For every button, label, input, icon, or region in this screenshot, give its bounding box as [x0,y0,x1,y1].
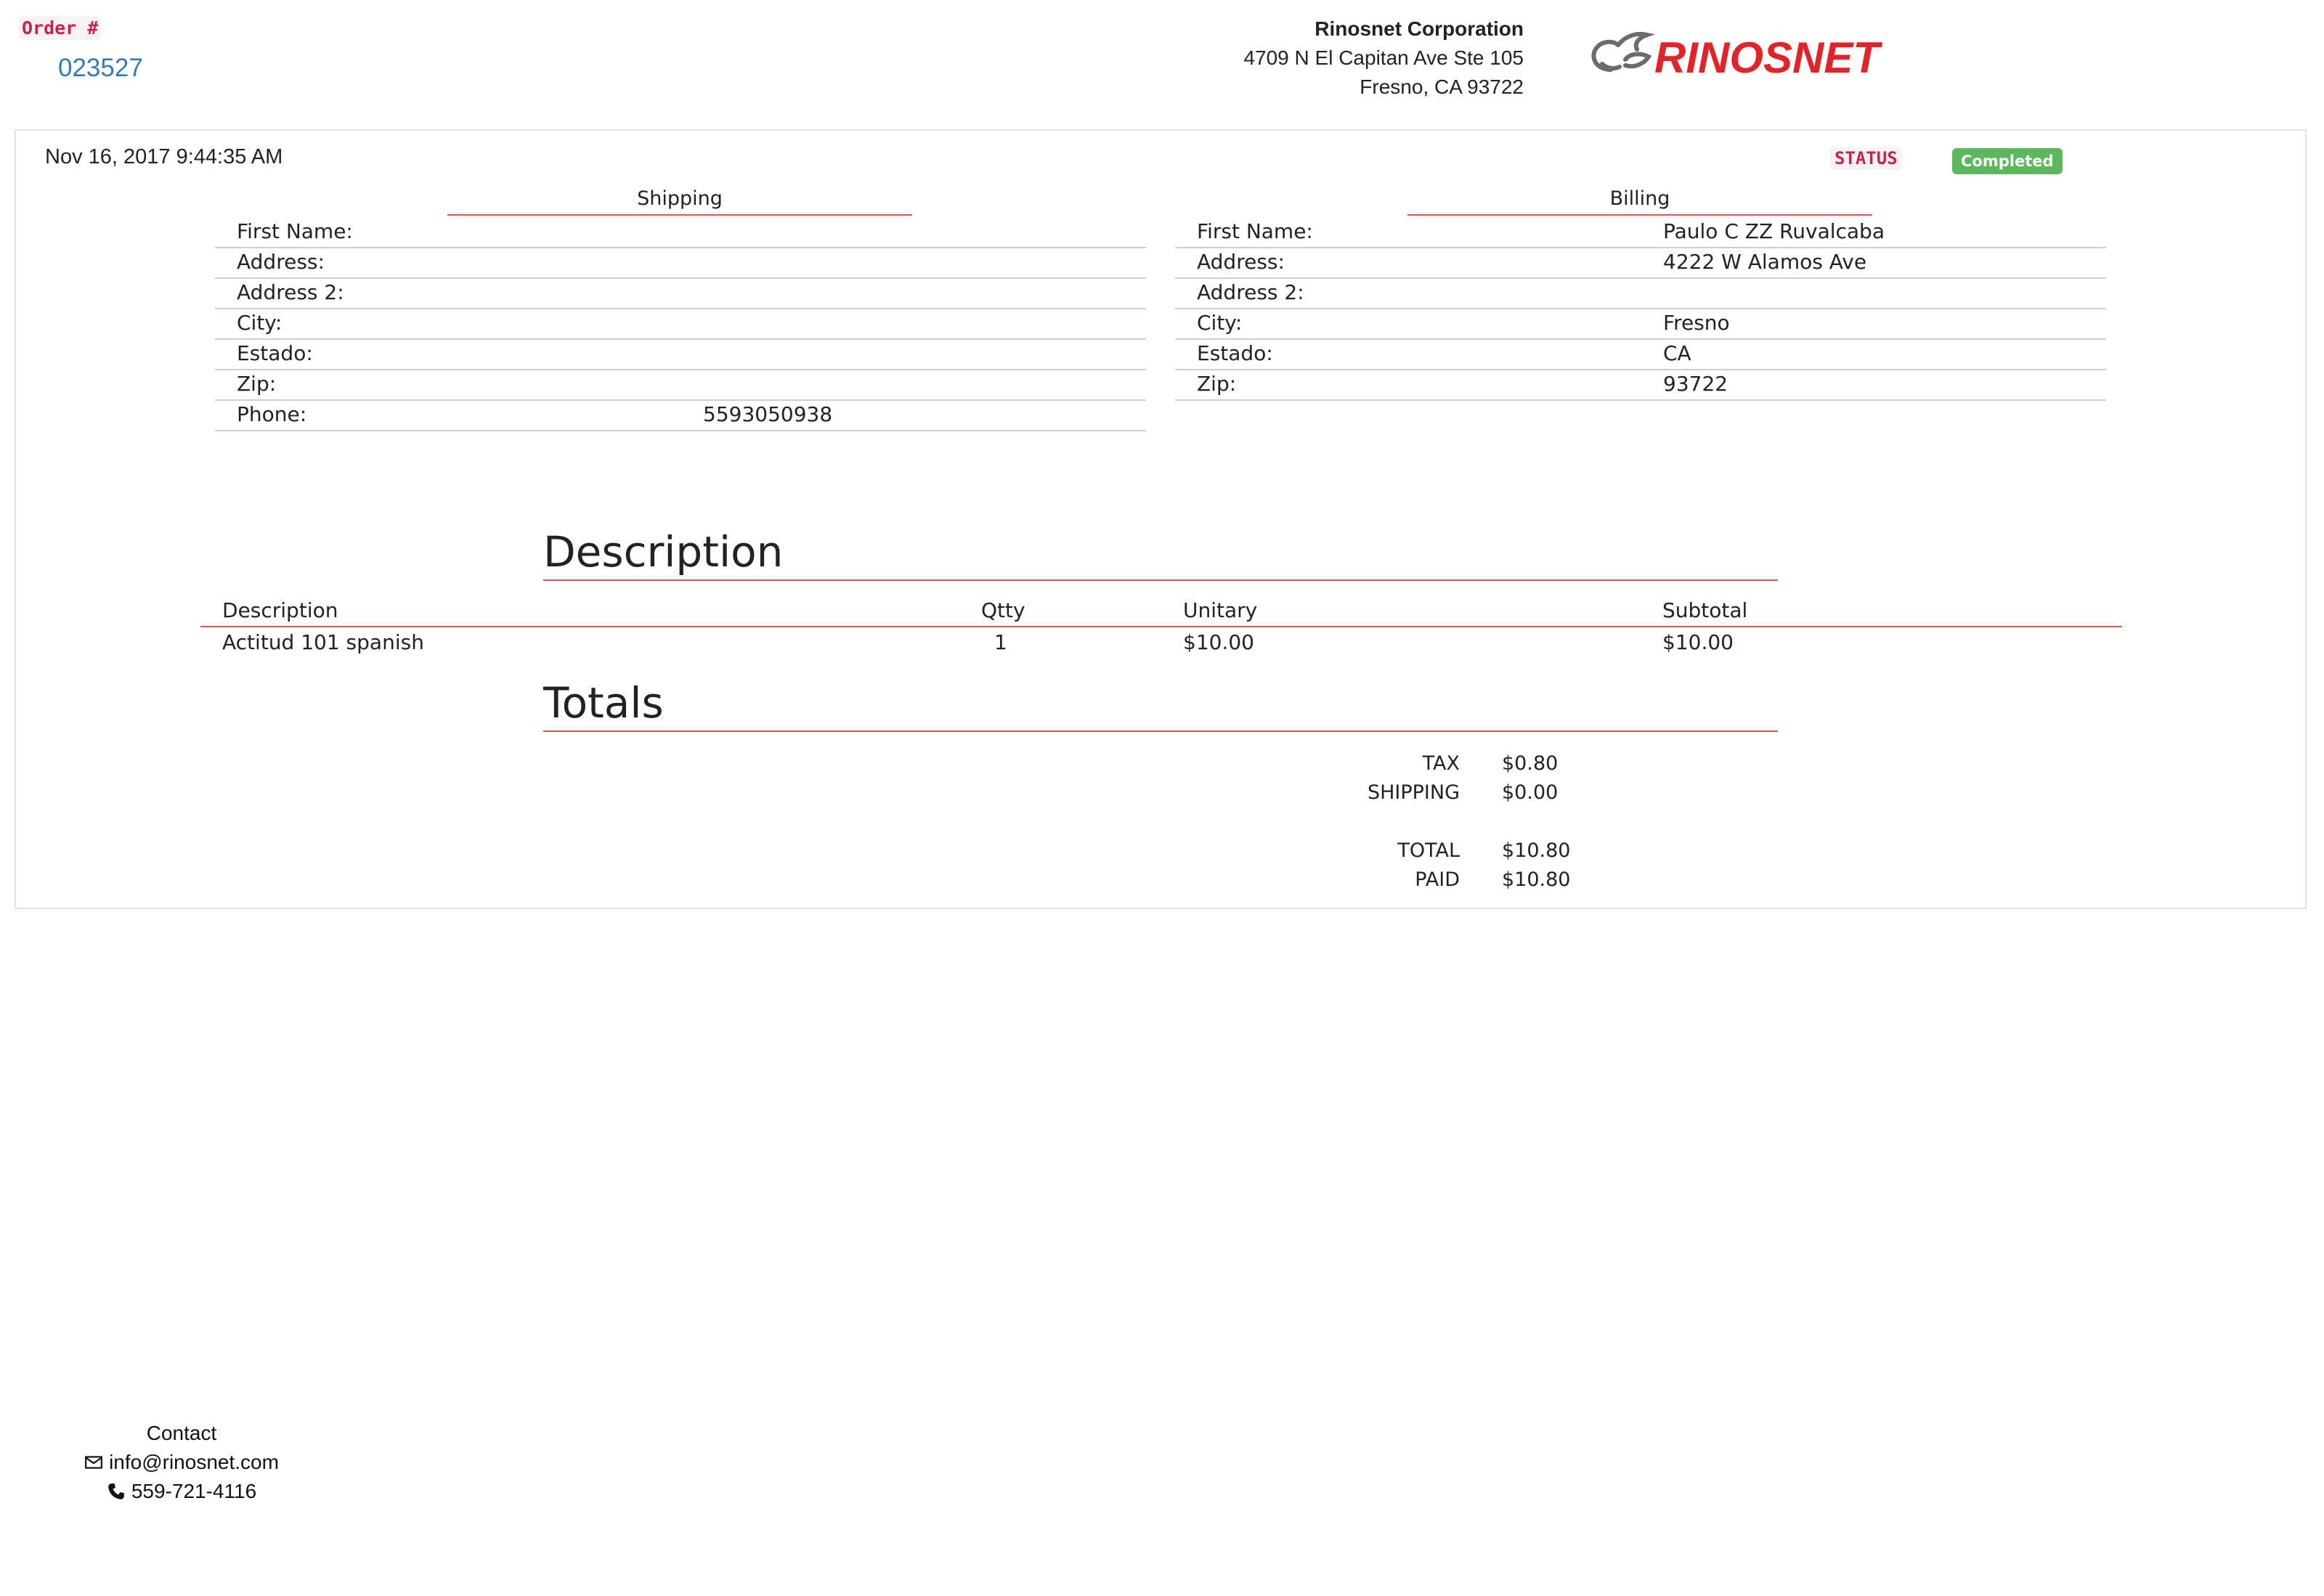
paid-label: PAID [1415,868,1460,891]
contact-phone[interactable]: 559-721-4116 [131,1480,257,1502]
total-value: $10.80 [1502,839,1571,862]
shipping-row [215,309,1146,340]
shipping-label: SHIPPING [1367,781,1460,804]
billing-field-label: First Name: [1197,219,1313,243]
shipping-row [215,340,1146,370]
item-subtotal: $10.00 [1662,630,1734,654]
shipping-field-label: City: [237,311,283,335]
shipping-row [215,248,1146,279]
item-qty: 1 [994,630,1007,654]
billing-row [1175,340,2106,370]
order-label: Order # [19,16,101,40]
col-qty: Qtty [981,598,1025,622]
company-address-line1: 4709 N El Capitan Ave Ste 105 [1243,46,1524,69]
billing-field-label: Estado: [1197,341,1273,365]
order-date: Nov 16, 2017 9:44:35 AM [45,145,283,168]
rhino-head-icon [1593,34,1649,70]
billing-field-value: CA [1663,341,1691,365]
billing-field-value: Fresno [1663,311,1730,335]
company-name: Rinosnet Corporation [1315,17,1524,40]
shipping-field-label: First Name: [237,219,353,243]
total-label: TOTAL [1397,839,1460,862]
billing-row [1175,218,2106,248]
col-subtotal: Subtotal [1662,598,1748,622]
item-description: Actitud 101 spanish [222,630,424,654]
tax-label: TAX [1422,752,1460,775]
shipping-field-label: Address: [237,250,325,274]
phone-icon [107,1482,126,1501]
shipping-field-label: Address 2: [237,280,344,304]
contact-phone-line [65,1477,298,1506]
tax-value: $0.80 [1502,752,1559,775]
envelope-icon [84,1453,103,1472]
contact-title: Contact [146,1422,217,1444]
items-header [200,597,2122,627]
billing-row [1175,248,2106,279]
billing-row [1175,370,2106,401]
description-title: Description [543,527,1778,581]
shipping-field-value: 5593050938 [703,402,833,426]
paid-value: $10.80 [1502,868,1571,891]
shipping-row [215,218,1146,248]
shipping-field-label: Phone: [237,402,307,426]
billing-title: Billing [1407,187,1872,216]
col-description: Description [222,598,338,622]
shipping-field-label: Estado: [237,341,313,365]
billing-field-label: Zip: [1197,372,1237,396]
shipping-row [215,401,1146,431]
company-info [1243,15,1524,102]
totals-title: Totals [543,678,1778,732]
billing-field-value: 93722 [1663,372,1728,396]
table-row [200,629,2122,658]
shipping-row [215,279,1146,309]
item-unitary: $10.00 [1183,630,1254,654]
shipping-table [215,218,1146,431]
billing-field-label: Address: [1197,250,1285,274]
order-number: 023527 [58,54,143,82]
company-address-line2: Fresno, CA 93722 [1360,76,1524,98]
status-label: STATUS [1830,147,1902,170]
rinosnet-logo [1582,28,1909,86]
shipping-value: $0.00 [1502,781,1559,804]
billing-row [1175,279,2106,309]
billing-field-label: City: [1197,311,1243,335]
billing-row [1175,309,2106,340]
contact-email-line [65,1448,298,1477]
billing-field-label: Address 2: [1197,280,1304,304]
logo-text: RINOSNET [1654,33,1880,82]
billing-field-value: 4222 W Alamos Ave [1663,250,1867,274]
shipping-field-label: Zip: [237,372,277,396]
shipping-row [215,370,1146,401]
status-badge: Completed [1952,148,2063,174]
contact-block [65,1419,298,1506]
billing-field-value: Paulo C ZZ Ruvalcaba [1663,219,1885,243]
shipping-title: Shipping [447,187,912,216]
col-unitary: Unitary [1183,598,1258,622]
contact-email[interactable]: info@rinosnet.com [109,1451,279,1473]
billing-table [1175,218,2106,401]
